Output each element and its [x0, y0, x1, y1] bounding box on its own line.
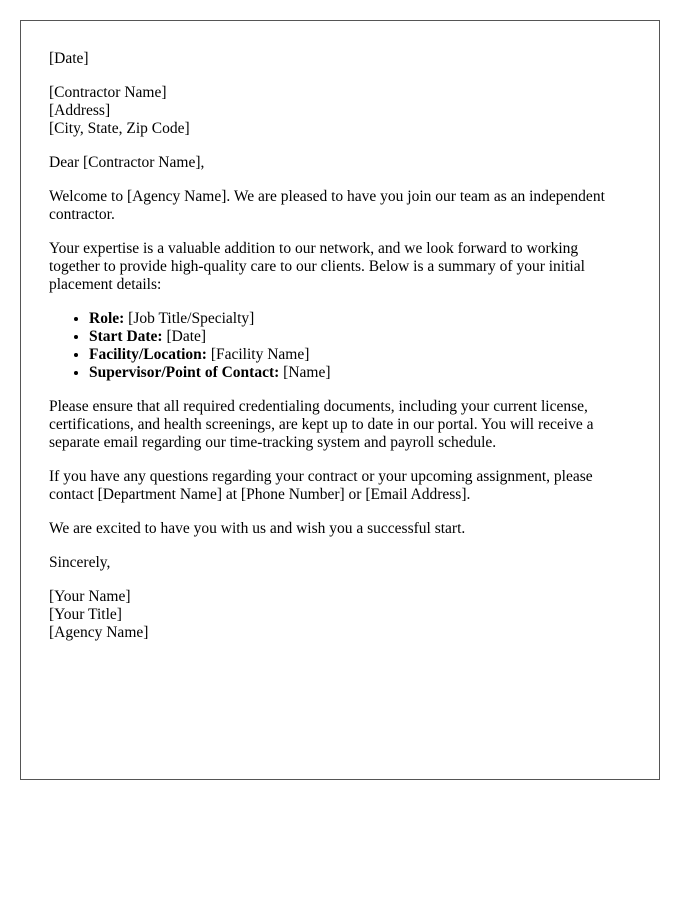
signature-agency: [Agency Name]	[49, 624, 149, 641]
detail-supervisor	[89, 364, 631, 382]
letter-date: [Date]	[49, 50, 89, 67]
closing-note-paragraph: We are excited to have you with us and wish you a successful start.	[49, 520, 466, 537]
salutation: Dear [Contractor Name],	[49, 154, 205, 171]
detail-value: [Date]	[166, 328, 207, 345]
detail-start-date	[89, 328, 631, 346]
detail-value: [Name]	[283, 364, 331, 381]
detail-label: Start Date:	[89, 328, 163, 345]
date-block	[49, 50, 631, 68]
detail-label: Role:	[89, 310, 125, 327]
detail-label: Supervisor/Point of Contact:	[89, 364, 280, 381]
signoff: Sincerely,	[49, 554, 111, 571]
recipient-address-block	[49, 84, 631, 138]
placement-details-list	[49, 310, 631, 382]
detail-value: [Job Title/Specialty]	[128, 310, 255, 327]
signature-title: [Your Title]	[49, 606, 122, 623]
recipient-address: [Address]	[49, 102, 111, 119]
detail-label: Facility/Location:	[89, 346, 207, 363]
welcome-paragraph: Welcome to [Agency Name]. We are pleased to have you join our team as an independent contractor.	[49, 188, 605, 223]
credentials-paragraph: Please ensure that all required credentialing documents, including your current license, certifications, and health screenings, are kept up to date in our portal. You will receive a separate email regarding our time-tracking system and payroll schedule.	[49, 398, 594, 451]
recipient-city-state-zip: [City, State, Zip Code]	[49, 120, 190, 137]
recipient-name: [Contractor Name]	[49, 84, 167, 101]
detail-facility-location	[89, 346, 631, 364]
questions-paragraph: If you have any questions regarding your contract or your upcoming assignment, please contact [Department Name] at [Phone Number] or [Email Address].	[49, 468, 593, 503]
detail-role	[89, 310, 631, 328]
intro-paragraph: Your expertise is a valuable addition to our network, and we look forward to working together to provide high-quality care to our clients. Below is a summary of your initial placement details:	[49, 240, 585, 293]
signature-name: [Your Name]	[49, 588, 131, 605]
signature-block	[49, 588, 631, 642]
detail-value: [Facility Name]	[210, 346, 310, 363]
letter-page	[20, 20, 660, 780]
